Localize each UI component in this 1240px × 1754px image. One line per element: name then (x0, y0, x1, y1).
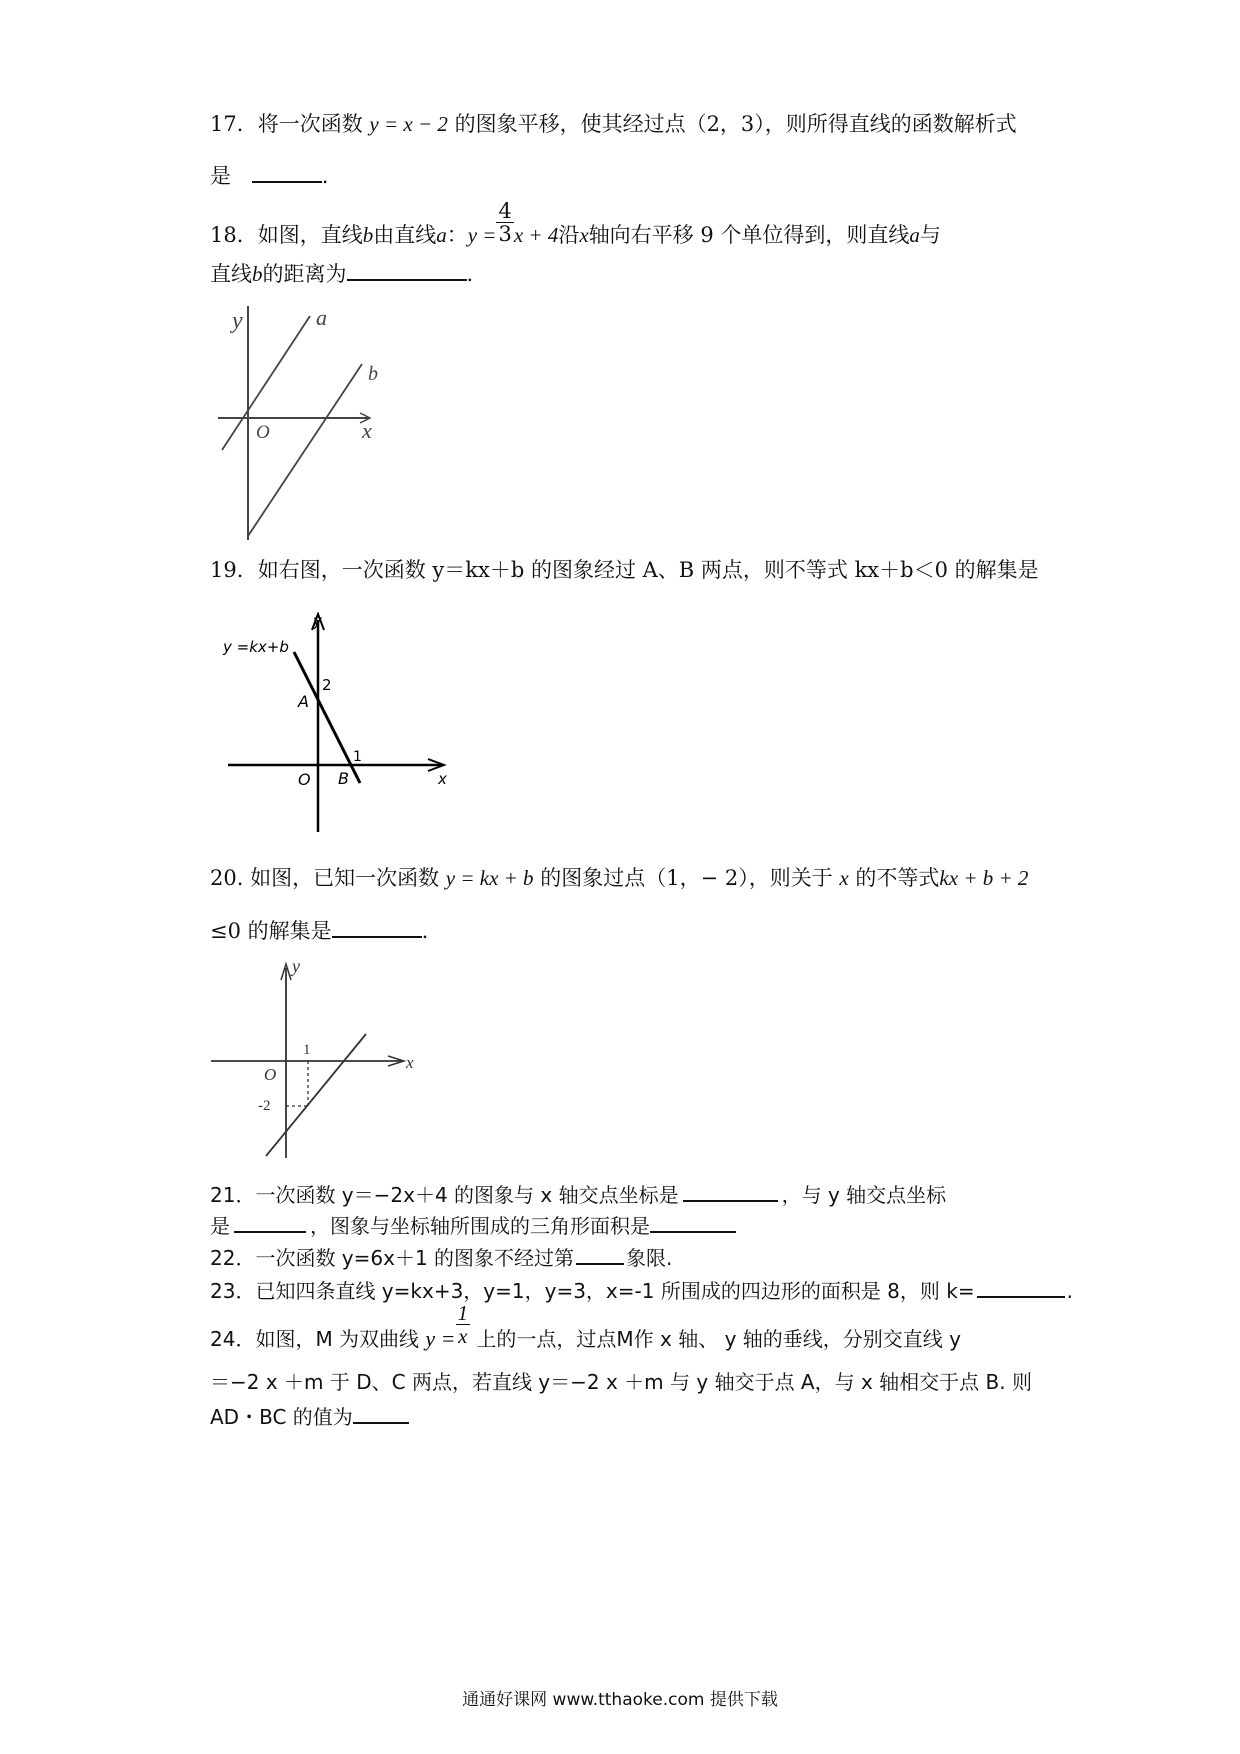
q24-fraction (456, 1302, 471, 1347)
q18-frac-den: 3 (498, 222, 512, 247)
q18-text-h: 的距离为 (262, 262, 347, 286)
fig20-x-label: x (406, 1053, 414, 1072)
fig18-a-label: a (316, 305, 327, 330)
fig18-origin-label: O (256, 422, 270, 443)
q17-period: . (321, 164, 329, 188)
q22-text: 22．一次函数 y=6x＋1 的图象不经过第 (210, 1246, 575, 1270)
q20-text-a: 20. 如图，已知一次函数 (210, 866, 446, 890)
question-19-line-1 (210, 558, 1040, 583)
line-kx-plus-b (266, 1034, 366, 1156)
q20-var-x: x (839, 866, 849, 890)
q24-frac-den: x (458, 1324, 468, 1349)
fig19-origin-label: O (298, 770, 311, 789)
q18-text-d: 沿 (558, 223, 580, 248)
q18-text-f: 与 (919, 223, 941, 248)
question-21-line-2 (210, 1213, 1040, 1238)
q21-y-intercept-blank (234, 1213, 306, 1233)
q18-var-b2: b (252, 262, 263, 286)
question-20-line-2 (210, 918, 1040, 944)
q18-period: . (466, 262, 474, 286)
q22-text-end: 象限. (626, 1246, 673, 1270)
q18-eq-rest: x + 4 (513, 223, 559, 248)
fig18-x-label: x (362, 418, 372, 443)
q21-text-c: 是 (210, 1214, 230, 1238)
fig19-tick-1: 1 (353, 749, 362, 765)
q17-text-c: 是 (210, 164, 238, 188)
question-17-line-1 (210, 112, 1040, 137)
q22-answer-blank (576, 1245, 624, 1265)
fig18-b-label: b (368, 363, 378, 385)
q20-equation: y = kx + b (445, 866, 534, 890)
q18-eq-y: y = (467, 223, 497, 248)
q21-text-a: 21．一次函数 y＝−2x＋4 的图象与 x 轴交点坐标是 (210, 1183, 679, 1207)
q18-var-a2: a (909, 223, 920, 248)
question-24-line-3 (210, 1404, 1040, 1429)
fig19-y-label: y (313, 612, 322, 630)
q18-answer-blank (347, 261, 467, 281)
q20-period: . (421, 919, 429, 943)
fig19-line-label: y =kx+b (223, 638, 289, 656)
line-b (248, 364, 362, 536)
figure-18-graph (210, 300, 390, 545)
fig20-origin-label: O (264, 1065, 277, 1084)
q18-text-a: 18．如图，直线 (210, 223, 363, 248)
q18-var-b: b (362, 223, 374, 248)
q24-text-a: 24．如图，M 为双曲线 (210, 1327, 426, 1352)
fig19-point-a-label: A (298, 692, 309, 711)
q21-text-b: ，与 y 轴交点坐标 (781, 1183, 947, 1207)
fig20-y-label: y (292, 958, 300, 976)
question-20-line-1 (210, 866, 1040, 891)
q20-text-d: ≤0 的解集是 (210, 919, 332, 943)
q23-period: . (1066, 1279, 1073, 1303)
q17-answer-blank (252, 163, 322, 183)
q18-text-e: 轴向右平移 9 个单位得到，则直线 (588, 223, 910, 248)
question-24-line-2 (210, 1370, 1040, 1394)
q24-text-c: ＝−2 x ＋m 于 D、C 两点，若直线 y＝−2 x ＋m 与 y 轴交于点 A，与 x 轴相交于点 B. 则 (210, 1370, 1032, 1394)
q24-frac-num: 1 (457, 1301, 469, 1325)
question-18-line-1 (210, 200, 1040, 256)
question-24-line-1 (210, 1302, 1040, 1364)
line-kx-plus-b (294, 652, 360, 783)
figure-19-graph (218, 612, 458, 837)
question-23-line-1 (210, 1278, 1073, 1303)
fig19-point-b-label: B (338, 769, 349, 788)
q24-eq-y: y = (425, 1326, 456, 1352)
fig18-y-label: y (232, 308, 243, 334)
fig20-tick-neg2: -2 (258, 1098, 271, 1114)
fig19-x-label: x (438, 770, 447, 788)
q18-var-a: a (436, 223, 447, 248)
q19-text: 19．如右图，一次函数 y＝kx＋b 的图象经过 A、B 两点，则不等式 kx＋b＜0 的解集是 (210, 558, 1039, 582)
q20-answer-blank (332, 918, 422, 938)
q23-text: 23．已知四条直线 y=kx+3，y=1，y=3，x=-1 所围成的四边形的面积是 8，则 k= (210, 1279, 975, 1303)
q21-text-d: ，图象与坐标轴所围成的三角形面积是 (310, 1214, 650, 1238)
q17-equation: y = x − 2 (369, 112, 448, 136)
page-footer: 通通好课网 www.tthaoke.com 提供下载 (462, 1690, 778, 1710)
q18-frac-num: 4 (498, 199, 512, 223)
q24-text-d: AD・BC 的值为 (210, 1405, 353, 1429)
q23-answer-blank (977, 1278, 1065, 1298)
q20-text-b: 的图象过点（1，− 2），则关于 (533, 866, 840, 890)
q24-text-b: 上的一点，过点M作 x 轴、 y 轴的垂线，分别交直线 y (470, 1327, 961, 1352)
q18-text-g: 直线 (210, 262, 252, 286)
question-17-line-2 (210, 163, 1040, 189)
fig19-tick-2: 2 (322, 676, 332, 694)
fig20-tick-1: 1 (303, 1042, 311, 1058)
q18-text-b: 由直线 (373, 223, 437, 248)
figure-20-graph (206, 958, 421, 1163)
q18-var-x: x (579, 223, 589, 248)
q20-text-c: 的不等式 (848, 866, 940, 890)
q17-text-a: 17．将一次函数 (210, 112, 370, 136)
question-22-line-1 (210, 1245, 1040, 1270)
q18-text-c: ： (446, 223, 468, 248)
q21-x-intercept-blank (683, 1182, 778, 1202)
question-18-line-2 (210, 261, 1040, 287)
q18-fraction (496, 200, 513, 245)
q17-text-b: 的图象平移，使其经过点（2，3），则所得直线的函数解析式 (447, 112, 1017, 136)
q20-inequality: kx + b + 2 (939, 866, 1029, 890)
q24-answer-blank (353, 1404, 409, 1424)
question-21-line-1 (210, 1182, 1040, 1207)
q21-area-blank (650, 1213, 736, 1233)
